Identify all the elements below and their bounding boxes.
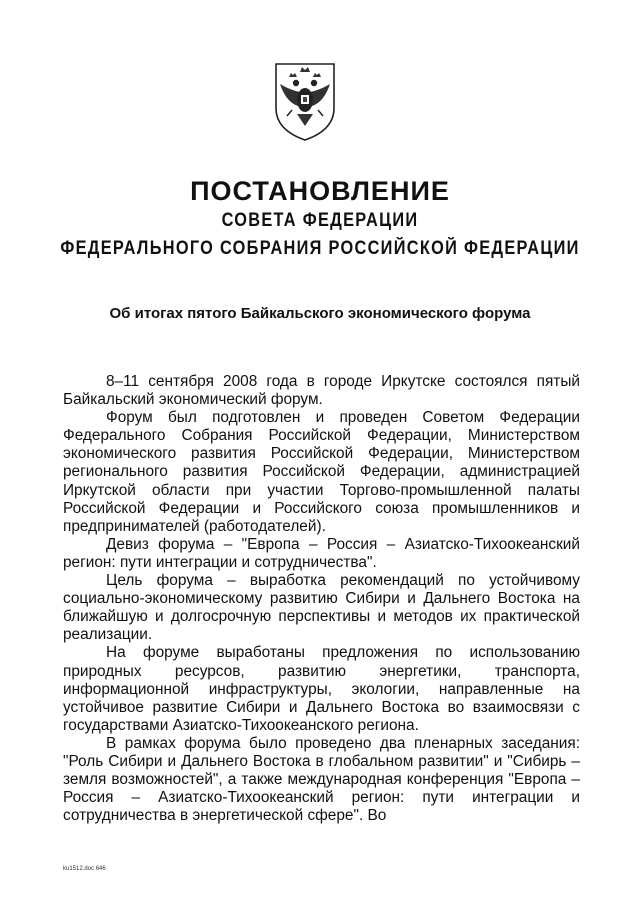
issuing-body-line1: СОВЕТА ФЕДЕРАЦИИ — [221, 210, 419, 231]
document-title: ПОСТАНОВЛЕНИЕ — [190, 176, 450, 206]
paragraph-3: Девиз форума – "Европа – Россия – Азиатско-Тихоокеанский регион: пути интеграции и сотрудничества". — [63, 535, 580, 571]
resolution-heading: Об итогах пятого Байкальского экономического форума — [109, 305, 531, 322]
paragraph-2: Форум был подготовлен и проведен Советом Федерации Федерального Собрания Российской Федерации, Министерством экономического развития Российской Федерации, Министерством регионального развития Российской Федерации, администрацией Иркутской области при участии Торгово-промышленной палаты Российской Федерации и Российского союза промышленников и предпринимателей (работодателей). — [63, 409, 580, 535]
issuing-body-line2: ФЕДЕРАЛЬНОГО СОБРАНИЯ РОССИЙСКОЙ ФЕДЕРАЦИИ — [60, 238, 580, 259]
paragraph-4: Цель форума – выработка рекомендаций по устойчивому социально-экономическому развитию Сибири и Дальнего Востока на ближайшую и долгосрочную перспективы и методов их практической реализации. — [63, 572, 580, 644]
paragraph-6: В рамках форума было проведено два пленарных заседания: "Роль Сибири и Дальнего Востока в глобальном развитии" и "Сибирь – земля возможностей", а также международная конференция "Европа – Россия – Азиатско-Тихоокеанский регион: пути интеграции и сотрудничества в энергетической сфере". Во — [63, 734, 580, 825]
paragraph-5: На форуме выработаны предложения по использованию природных ресурсов, развитию энергетики, транспорта, информационной инфраструктуры, экологии, направленные на устойчивое развитие Сибири и Дальнего Востока во взаимосвязи с государствами Азиатско-Тихоокеанского региона. — [63, 644, 580, 734]
paragraph-1: 8–11 сентября 2008 года в городе Иркутске состоялся пятый Байкальский экономический форум. — [63, 373, 580, 409]
document-body — [63, 373, 580, 825]
file-reference: ku1512.doc 646 — [63, 866, 106, 872]
russian-coat-of-arms-icon — [272, 62, 338, 142]
